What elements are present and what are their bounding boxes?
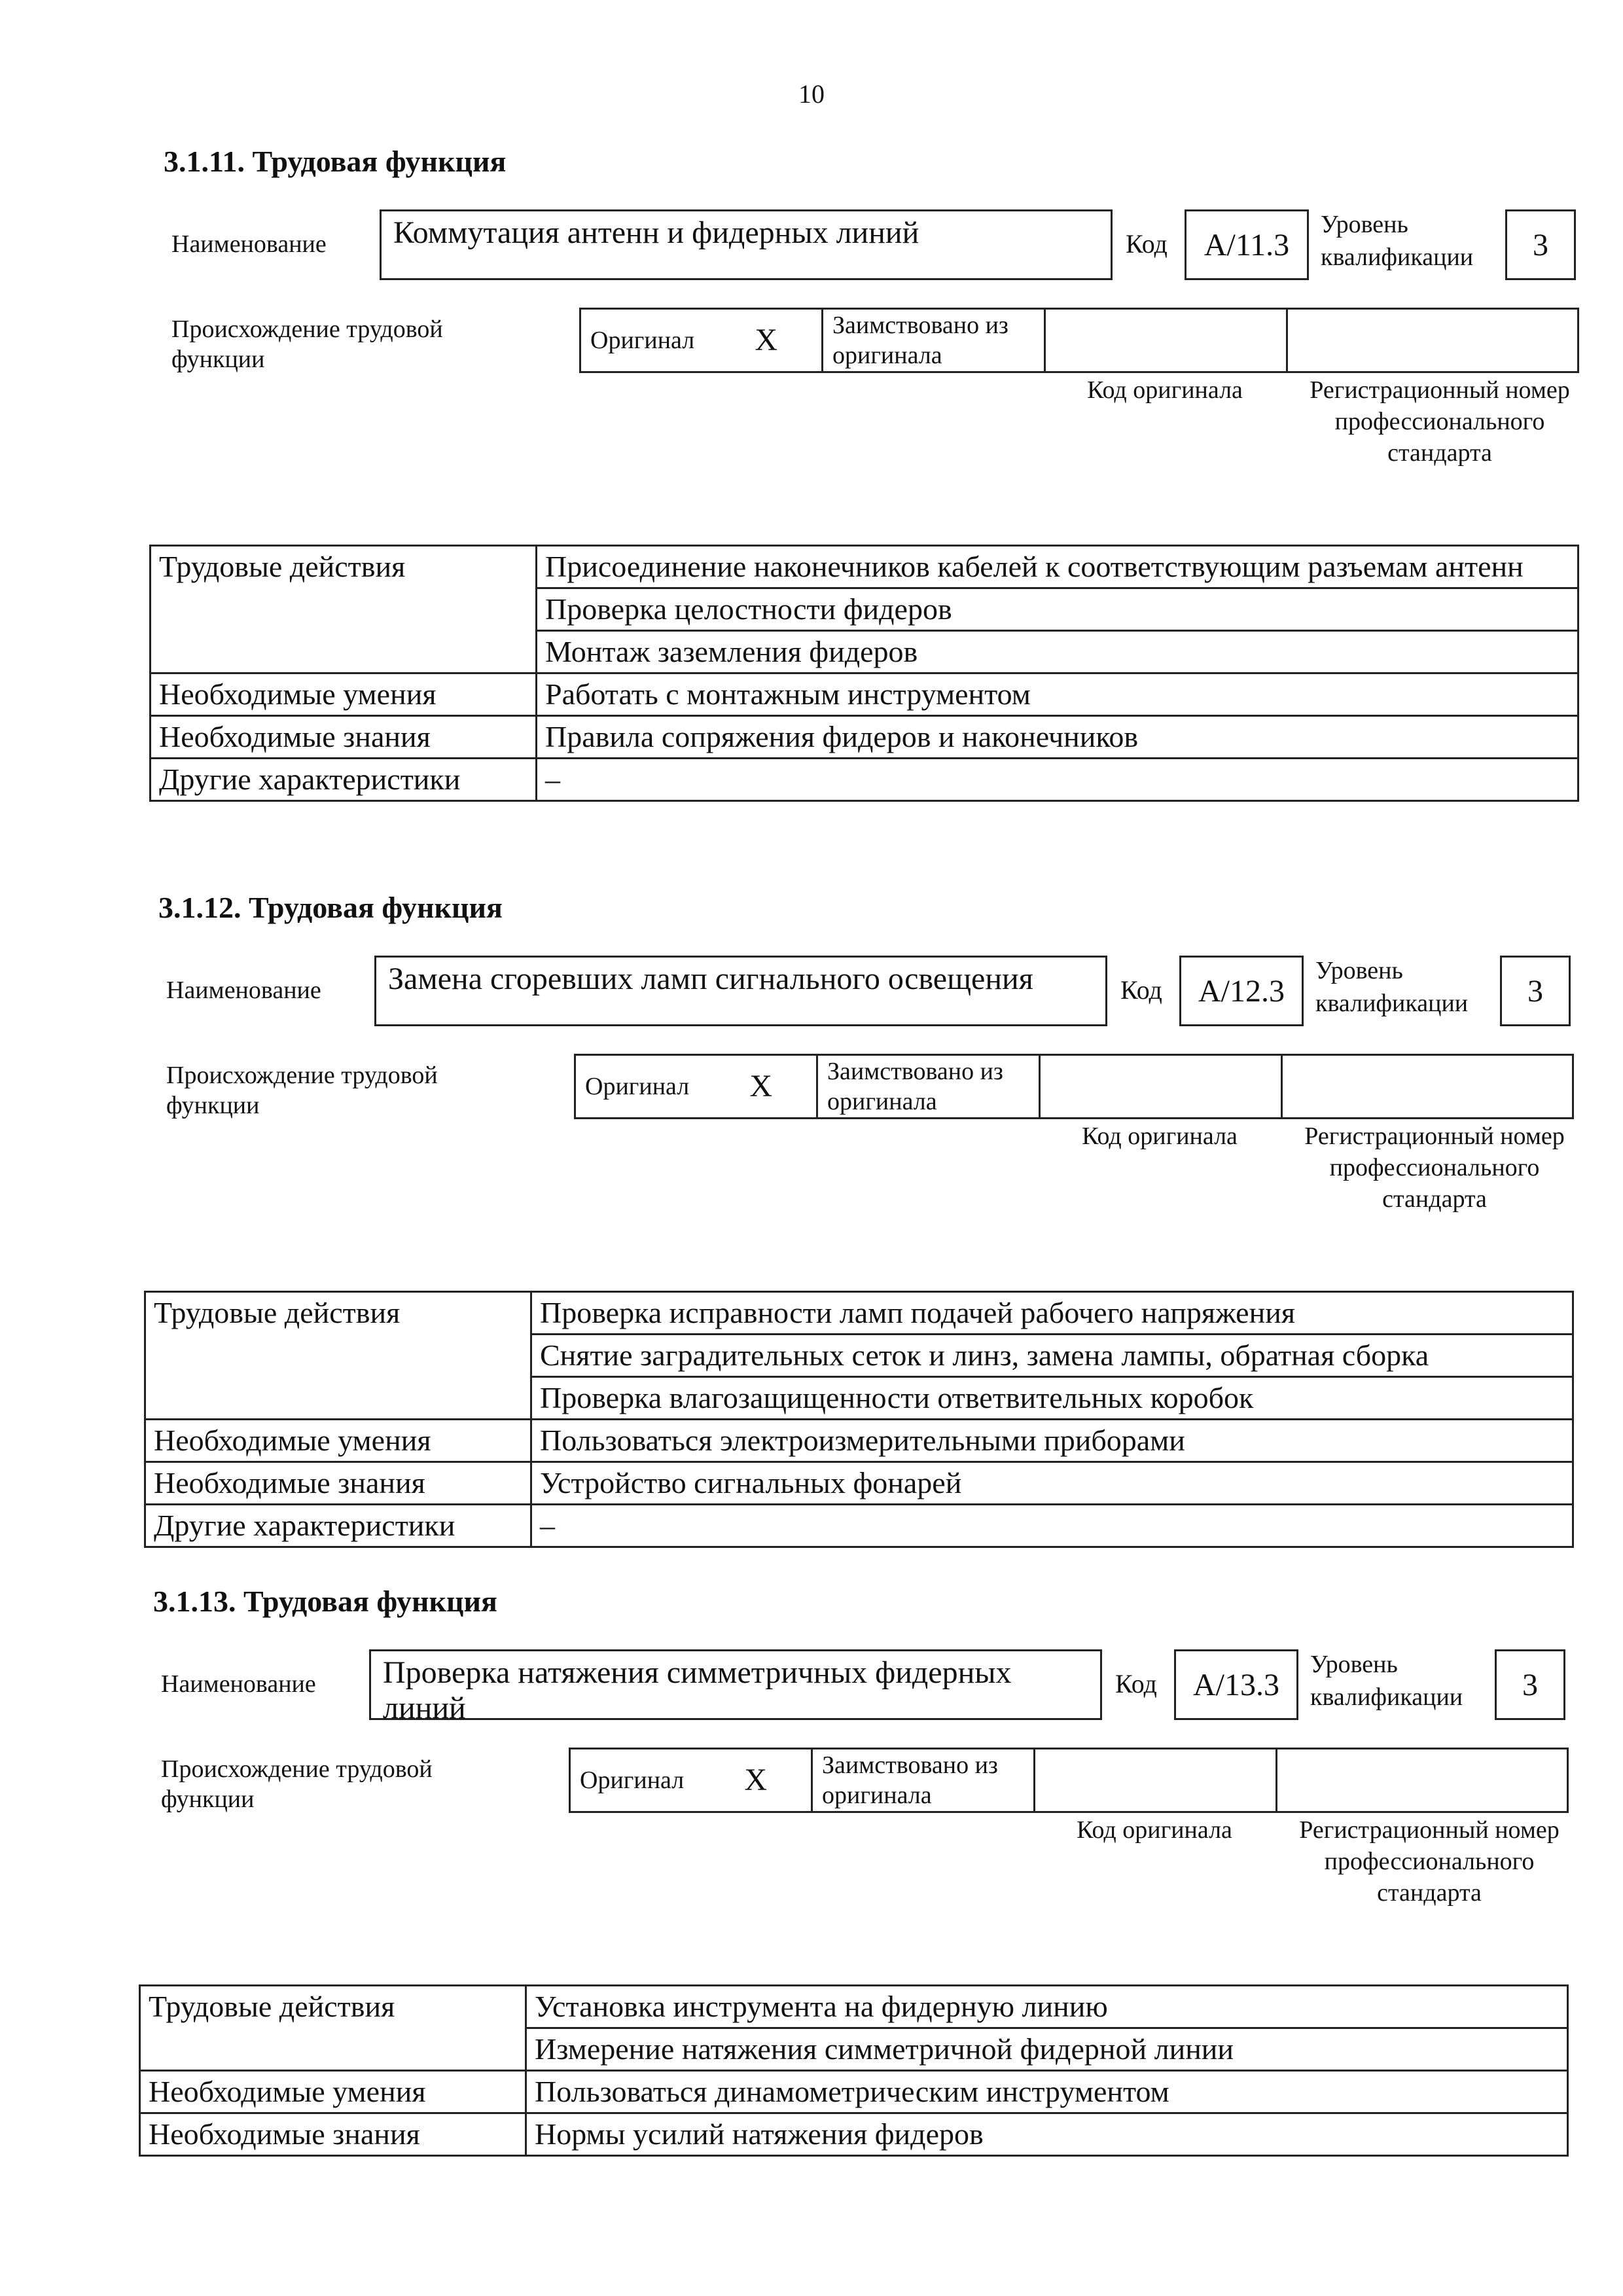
name-label: Наименование [161,1670,316,1698]
row-item: Проверка исправности ламп подачей рабочего напряжения [531,1292,1573,1335]
section-title: 3.1.11. Трудовая функция [164,145,507,178]
page-number: 10 [798,79,825,109]
table-row [145,1292,1573,1335]
row-item: Нормы усилий натяжения фидеров [526,2113,1568,2156]
qualification-level-field: 3 [1500,956,1571,1026]
table-row [140,2071,1568,2113]
row-item: Работать с монтажным инструментом [537,673,1578,716]
function-name-field: Замена сгоревших ламп сигнального освещения [374,956,1107,1026]
original-mark: X [711,309,823,372]
table-row [145,1505,1573,1547]
row-item: Проверка влагозащищенности ответвительных коробок [531,1377,1573,1420]
name-label: Наименование [171,230,327,258]
labor-function-section [0,144,1623,838]
row-item: Снятие заградительных сеток и линз, замена лампы, обратная сборка [531,1335,1573,1377]
row-label: Необходимые умения [145,1420,531,1462]
qualification-level-field: 3 [1505,209,1576,280]
table-row [145,1420,1573,1462]
code-label: Код [1120,975,1162,1005]
original-code-cell [1040,1055,1282,1119]
row-label: Необходимые умения [140,2071,526,2113]
row-label: Необходимые умения [151,673,537,716]
original-code-cell [1045,309,1287,372]
labor-function-table [149,545,1579,802]
original-label: Оригинал [580,309,711,372]
table-row [151,716,1578,759]
table-row [140,2113,1568,2156]
row-item: Пользоваться электроизмерительными приборами [531,1420,1573,1462]
row-item: Устройство сигнальных фонарей [531,1462,1573,1505]
original-code-caption: Код оригинала [1077,1816,1232,1844]
row-item: Монтаж заземления фидеров [537,631,1578,673]
section-title: 3.1.13. Трудовая функция [153,1585,497,1618]
labor-function-section [0,890,1623,1584]
row-label: Необходимые знания [145,1462,531,1505]
row-label: Трудовые действия [151,546,537,673]
row-label: Другие характеристики [145,1505,531,1547]
labor-function-section [0,1584,1623,2278]
origin-table [579,308,1579,373]
table-row [575,1055,1573,1119]
table-row [151,546,1578,588]
table-row [145,1462,1573,1505]
row-item: Присоединение наконечников кабелей к соответствующим разъемам антенн [537,546,1578,588]
original-code-caption: Код оригинала [1087,376,1243,404]
function-name-field: Коммутация антенн и фидерных линий [380,209,1113,280]
borrowed-label: Заимствовано из оригинала [823,309,1045,372]
row-label: Необходимые знания [140,2113,526,2156]
borrowed-label: Заимствовано из оригинала [812,1749,1035,1812]
row-label: Необходимые знания [151,716,537,759]
level-label: Уровень квалификации [1315,957,1469,1017]
table-row [151,759,1578,801]
registration-number-caption: Регистрационный номер профессионального стандарта [1299,1816,1560,1907]
row-item: Проверка целостности фидеров [537,588,1578,631]
function-name-field: Проверка натяжения симметричных фидерных линий [369,1649,1102,1720]
original-code-cell [1035,1749,1277,1812]
row-item: Правила сопряжения фидеров и наконечников [537,716,1578,759]
function-code-field: A/13.3 [1174,1649,1298,1720]
origin-label: Происхождение трудовой функции [161,1755,433,1813]
original-label: Оригинал [575,1055,706,1119]
code-label: Код [1115,1669,1157,1698]
row-item: – [537,759,1578,801]
labor-function-table [139,1984,1569,2157]
name-label: Наименование [166,977,321,1004]
origin-label: Происхождение трудовой функции [166,1062,438,1119]
function-code-field: A/12.3 [1179,956,1304,1026]
origin-label: Происхождение трудовой функции [171,315,443,373]
level-label: Уровень квалификации [1321,211,1474,271]
registration-number-cell [1287,309,1578,372]
table-row [151,673,1578,716]
borrowed-label: Заимствовано из оригинала [817,1055,1040,1119]
table-row [580,309,1578,372]
registration-number-cell [1282,1055,1573,1119]
qualification-level-field: 3 [1495,1649,1565,1720]
origin-table [574,1054,1574,1119]
registration-number-caption: Регистрационный номер профессионального стандарта [1310,376,1570,467]
original-mark: X [701,1749,812,1812]
level-label: Уровень квалификации [1310,1651,1463,1711]
original-code-caption: Код оригинала [1082,1122,1238,1150]
function-code-field: A/11.3 [1185,209,1309,280]
row-item: Измерение натяжения симметричной фидерной линии [526,2028,1568,2071]
code-label: Код [1126,229,1168,259]
registration-number-caption: Регистрационный номер профессионального стандарта [1304,1122,1565,1213]
row-item: – [531,1505,1573,1547]
row-label: Трудовые действия [140,1986,526,2071]
row-label: Другие характеристики [151,759,537,801]
table-row [570,1749,1568,1812]
row-item: Установка инструмента на фидерную линию [526,1986,1568,2028]
section-title: 3.1.12. Трудовая функция [158,891,503,924]
table-row [140,1986,1568,2028]
original-mark: X [706,1055,817,1119]
origin-table [569,1748,1569,1813]
labor-function-table [144,1291,1574,1548]
row-item: Пользоваться динамометрическим инструментом [526,2071,1568,2113]
original-label: Оригинал [570,1749,701,1812]
registration-number-cell [1277,1749,1568,1812]
row-label: Трудовые действия [145,1292,531,1420]
